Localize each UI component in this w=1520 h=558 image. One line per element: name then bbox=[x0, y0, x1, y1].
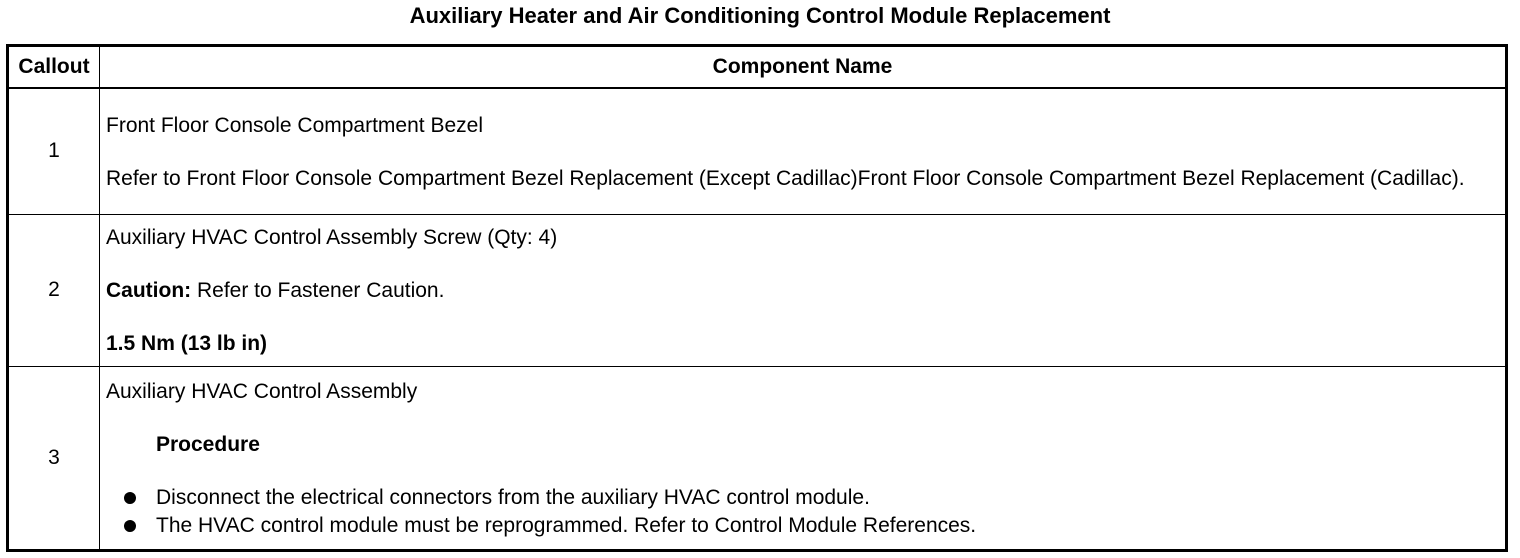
component-name-column-header: Component Name bbox=[100, 46, 1507, 89]
table-row bbox=[8, 214, 1507, 366]
component-name: Auxiliary HVAC Control Assembly bbox=[106, 379, 418, 403]
bullet-icon bbox=[124, 520, 136, 532]
procedure-step-text: Disconnect the electrical connectors from the auxiliary HVAC control module. bbox=[156, 485, 870, 509]
caution-text: Refer to Fastener Caution. bbox=[191, 279, 445, 302]
component-name: Front Floor Console Compartment Bezel bbox=[106, 113, 483, 137]
component-cell bbox=[100, 88, 1507, 214]
component-cell bbox=[100, 214, 1507, 366]
caution-label: Caution: bbox=[106, 279, 192, 302]
callout-number: 3 bbox=[8, 366, 100, 550]
document-title: Auxiliary Heater and Air Conditioning Control Module Replacement bbox=[409, 3, 1111, 28]
callout-number: 1 bbox=[8, 88, 100, 214]
procedure-step-text: The HVAC control module must be reprogrammed. Refer to Control Module References. bbox=[156, 513, 977, 537]
callout-table bbox=[6, 44, 1508, 552]
caution-note bbox=[106, 277, 1499, 305]
list-item bbox=[106, 484, 1499, 512]
bullet-icon bbox=[124, 492, 136, 504]
procedure-heading: Procedure bbox=[156, 432, 260, 456]
component-name: Auxiliary HVAC Control Assembly Screw (Qty: 4) bbox=[106, 226, 558, 249]
table-header-row bbox=[8, 46, 1507, 89]
procedure-steps bbox=[106, 484, 1499, 540]
callout-column-header: Callout bbox=[8, 46, 100, 89]
list-item bbox=[106, 512, 1499, 540]
table-row bbox=[8, 88, 1507, 214]
reference-note: Refer to Front Floor Console Compartment Bezel Replacement (Except Cadillac)Front Floor Console Compartment Bezel Replacement (Cadillac). bbox=[106, 166, 1465, 190]
torque-spec: 1.5 Nm (13 lb in) bbox=[106, 332, 268, 355]
table-row bbox=[8, 366, 1507, 550]
callout-number: 2 bbox=[8, 214, 100, 366]
component-cell bbox=[100, 366, 1507, 550]
